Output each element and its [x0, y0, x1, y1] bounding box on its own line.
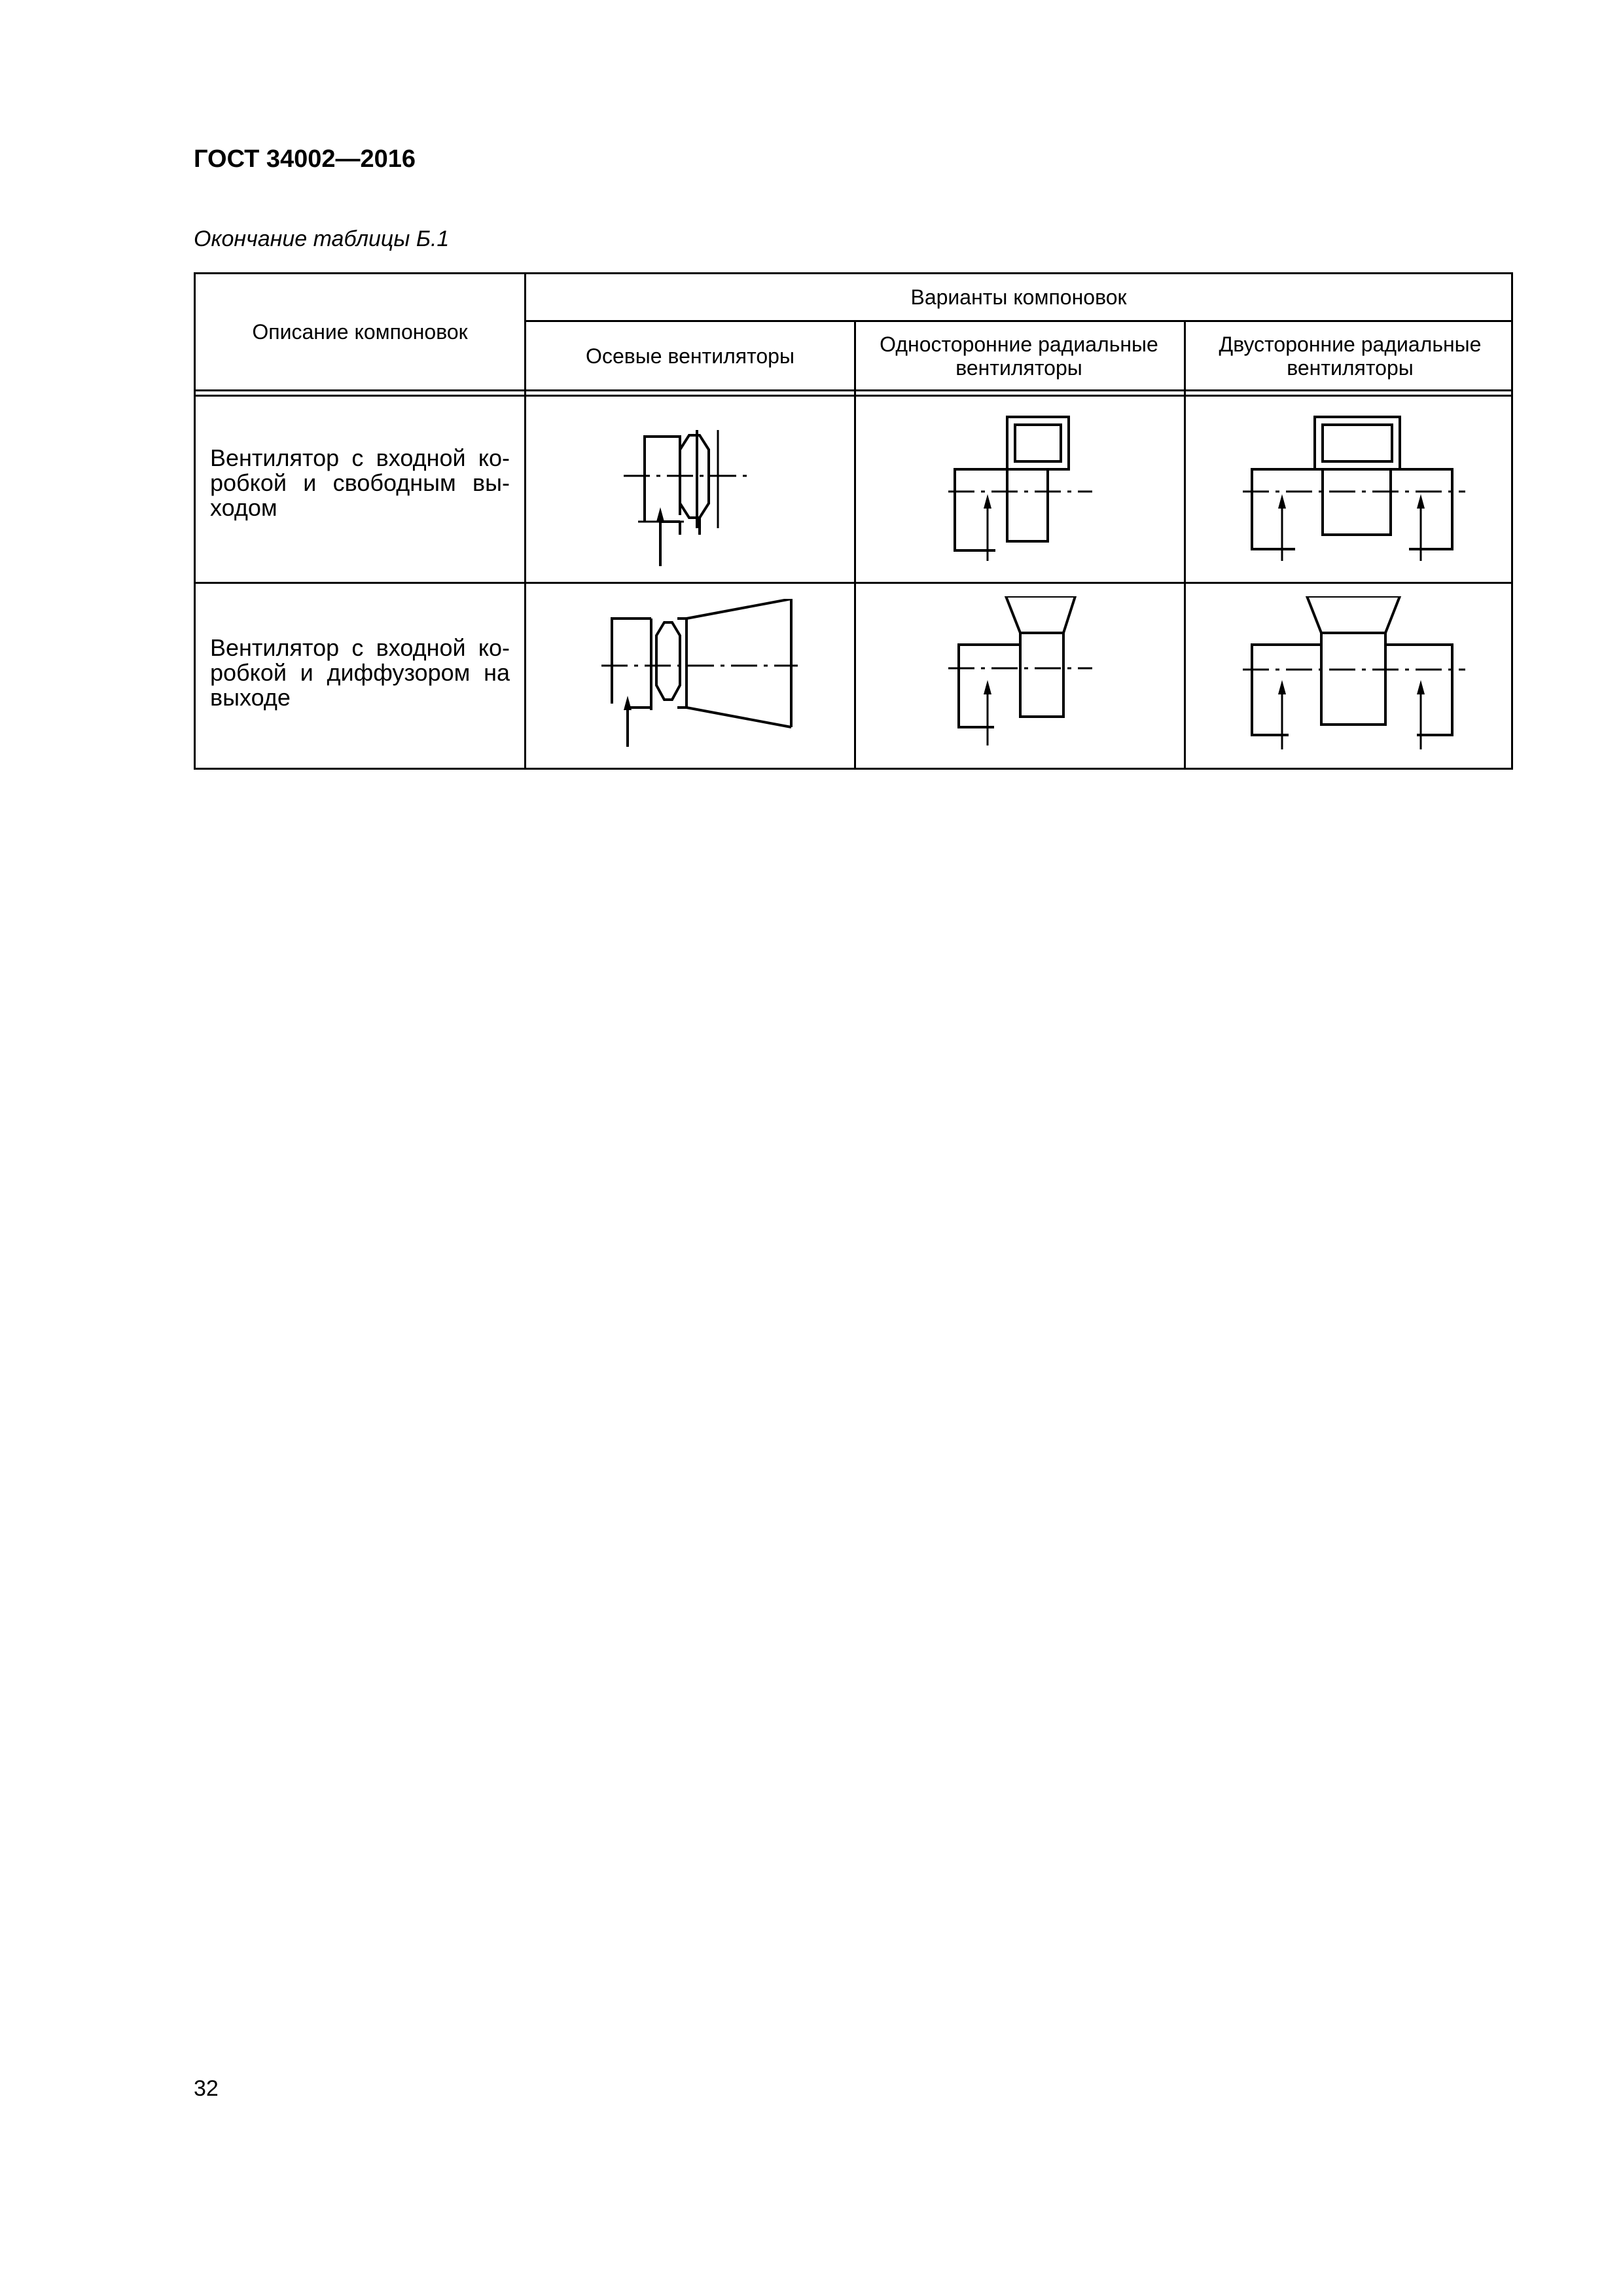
table-col-divider — [854, 320, 856, 768]
row-description: Вентилятор с входной ко-робкой и диффузором на выходе — [210, 634, 510, 711]
table-header-divider — [196, 389, 1511, 391]
table-col-divider — [1184, 320, 1186, 768]
description-column-header: Описание компоновок — [252, 320, 468, 344]
row-description: Вентилятор с входной ко-робкой и свободным вы-ходом — [210, 444, 510, 521]
single-radial-fan-inlet-box-free-outlet-diagram — [948, 410, 1105, 574]
double-radial-fans-header: Двусторонние радиальные вентиляторы — [1219, 332, 1482, 380]
page-number: 32 — [194, 2076, 219, 2101]
variants-header: Варианты компоновок — [910, 285, 1127, 309]
table-header-divider — [196, 395, 1511, 397]
axial-fan-inlet-box-diffuser-diagram — [601, 599, 811, 747]
table-caption: Окончание таблицы Б.1 — [194, 226, 450, 251]
table-row-divider — [196, 582, 1511, 584]
axial-fans-header: Осевые вентиляторы — [586, 344, 794, 368]
document-title: ГОСТ 34002—2016 — [194, 145, 416, 173]
axial-fan-inlet-box-free-outlet-diagram — [621, 423, 778, 566]
double-radial-fan-inlet-box-free-outlet-diagram — [1243, 410, 1465, 574]
single-radial-fans-header: Односторонние радиальные вентиляторы — [880, 332, 1158, 380]
layout-table — [194, 272, 1513, 770]
single-radial-fan-inlet-box-diffuser-diagram — [948, 596, 1105, 753]
double-radial-fan-inlet-box-diffuser-diagram — [1243, 596, 1465, 753]
